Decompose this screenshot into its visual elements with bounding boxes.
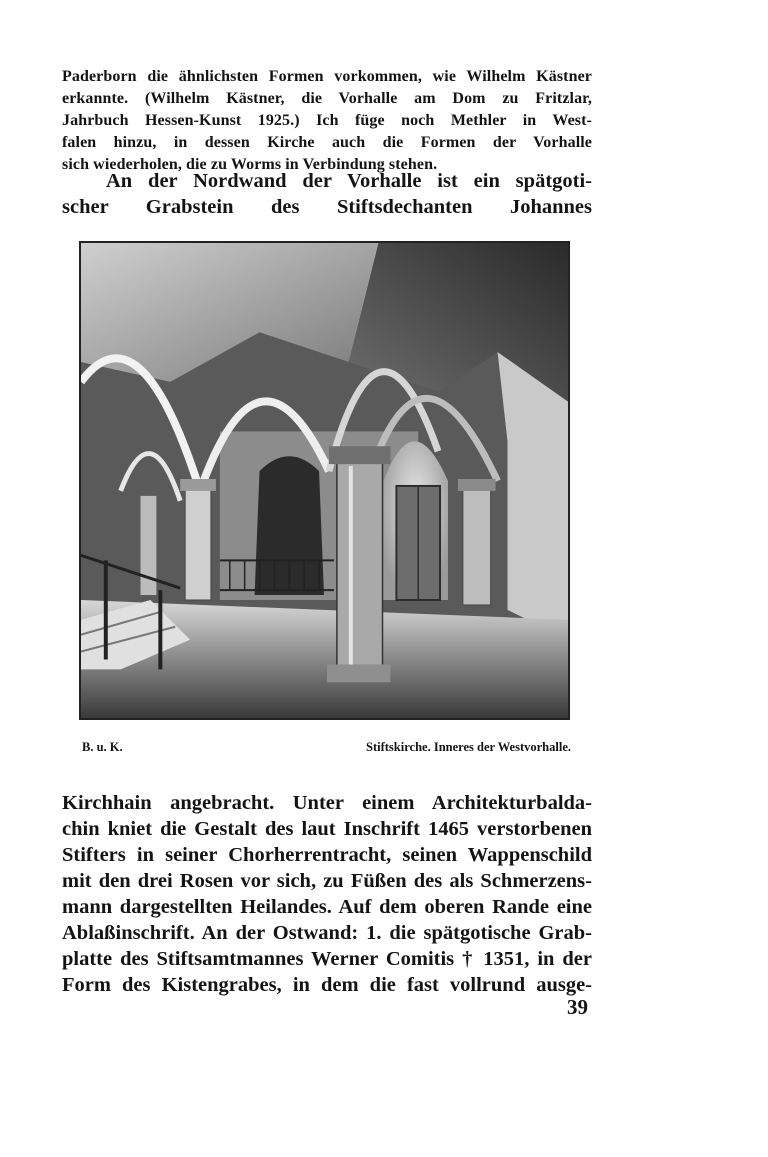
intro-paragraph bbox=[62, 168, 592, 220]
text-line: Stifters in seiner Chorherrentracht, seinen Wappenschild bbox=[62, 844, 592, 866]
text-line: sich wiederholen, die zu Worms in Verbindung stehen. bbox=[62, 156, 438, 173]
vaulted-porch-image bbox=[81, 243, 568, 718]
text-line: scher Grabstein des Stiftsdechanten Johannes bbox=[62, 196, 592, 218]
text-line: An der Nordwand der Vorhalle ist ein spätgoti- bbox=[106, 170, 592, 192]
text-line: Ablaßinschrift. An der Ostwand: 1. die spätgotische Grab- bbox=[62, 922, 592, 944]
text-line: mann dargestellten Heilandes. Auf dem oberen Rande eine bbox=[62, 896, 592, 918]
figure-caption: Stiftskirche. Inneres der Westvorhalle. bbox=[366, 740, 571, 754]
main-paragraph bbox=[62, 790, 592, 998]
photo-credit: B. u. K. bbox=[82, 740, 123, 754]
top-paragraph bbox=[62, 66, 592, 176]
text-line: erkannte. (Wilhelm Kästner, die Vorhalle am Dom zu Fritzlar, bbox=[62, 90, 592, 107]
text-line: Paderborn die ähnlichsten Formen vorkommen, wie Wilhelm Kästner bbox=[62, 68, 592, 85]
text-line: Form des Kistengrabes, in dem die fast vollrund ausge- bbox=[62, 974, 592, 996]
text-line: chin kniet die Gestalt des laut Inschrift 1465 verstorbenen bbox=[62, 818, 592, 840]
text-line: falen hinzu, in dessen Kirche auch die Formen der Vorhalle bbox=[62, 134, 592, 151]
text-line: mit den drei Rosen vor sich, zu Füßen des als Schmerzens- bbox=[62, 870, 592, 892]
text-line: Jahrbuch Hessen-Kunst 1925.) Ich füge noch Methler in West- bbox=[62, 112, 592, 129]
page-number: 39 bbox=[567, 995, 588, 1019]
church-interior-photograph bbox=[79, 241, 570, 720]
text-line: Kirchhain angebracht. Unter einem Architekturbalda- bbox=[62, 792, 592, 814]
text-line: platte des Stiftsamtmannes Werner Comitis † 1351, in der bbox=[62, 948, 592, 970]
